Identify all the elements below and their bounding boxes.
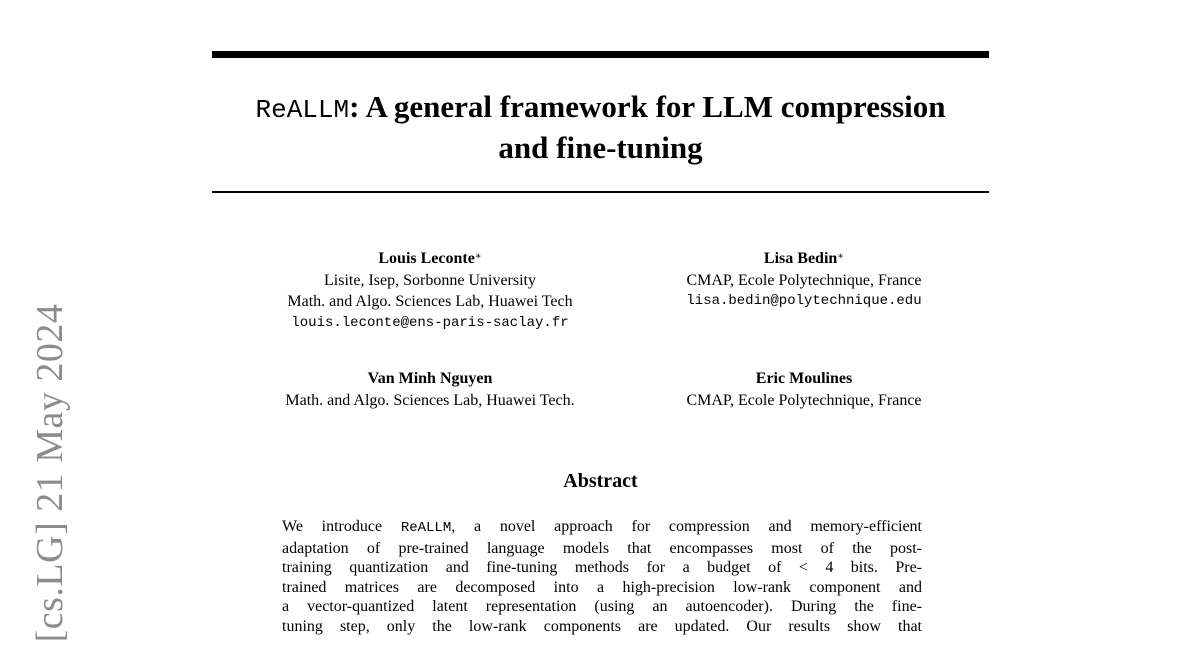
author-block bbox=[240, 248, 620, 334]
title-line-2: and fine-tuning bbox=[498, 130, 703, 165]
author-email: louis.leconte@ens-paris-saclay.fr bbox=[291, 314, 569, 331]
author-name: Louis Leconte∗ bbox=[378, 250, 482, 267]
author-name: Van Minh Nguyen bbox=[367, 370, 493, 387]
author-affiliation: CMAP, Ecole Polytechnique, France bbox=[686, 391, 922, 409]
arxiv-stamp-text: [cs.LG] 21 May 2024 bbox=[28, 303, 71, 642]
author-name: Eric Moulines bbox=[755, 370, 853, 387]
arxiv-stamp bbox=[27, 300, 72, 645]
title-bottom-rule bbox=[212, 191, 989, 193]
author-name: Lisa Bedin∗ bbox=[763, 250, 845, 267]
abstract-line: a vector-quantized latent representation (using an autoencoder). During the fine- bbox=[282, 598, 922, 616]
author-affiliation: CMAP, Ecole Polytechnique, France bbox=[686, 271, 922, 289]
abstract-heading: Abstract bbox=[563, 470, 638, 492]
abstract-line: We introduce ReALLM, a novel approach for compression and memory-efficient bbox=[282, 518, 922, 536]
author-affiliation: Math. and Algo. Sciences Lab, Huawei Tech. bbox=[285, 391, 575, 409]
title-top-rule bbox=[212, 51, 989, 58]
author-block bbox=[240, 368, 620, 411]
abstract-body bbox=[282, 517, 922, 637]
author-affiliation: Math. and Algo. Sciences Lab, Huawei Tech bbox=[287, 293, 573, 310]
abstract-line: adaptation of pre-trained language models that encompasses most of the post- bbox=[282, 539, 922, 557]
author-email: lisa.bedin@polytechnique.edu bbox=[686, 293, 922, 309]
author-affiliation: Lisite, Isep, Sorbonne University bbox=[324, 271, 536, 289]
author-block bbox=[620, 248, 988, 313]
abstract-line: trained matrices are decomposed into a high-precision low-rank component and bbox=[282, 578, 922, 596]
equal-contribution-mark: ∗ bbox=[837, 251, 845, 262]
abstract-line: tuning step, only the low-rank components are updated. Our results show that bbox=[282, 617, 922, 635]
abstract-line: training quantization and fine-tuning methods for a budget of < 4 bits. Pre- bbox=[282, 559, 922, 577]
title-method-name: ReALLM bbox=[255, 95, 350, 125]
title-line-1: : A general framework for LLM compression bbox=[349, 89, 946, 124]
author-block bbox=[620, 368, 988, 411]
paper-title bbox=[212, 88, 989, 167]
method-name-inline: ReALLM bbox=[400, 520, 452, 536]
equal-contribution-mark: ∗ bbox=[474, 251, 482, 262]
